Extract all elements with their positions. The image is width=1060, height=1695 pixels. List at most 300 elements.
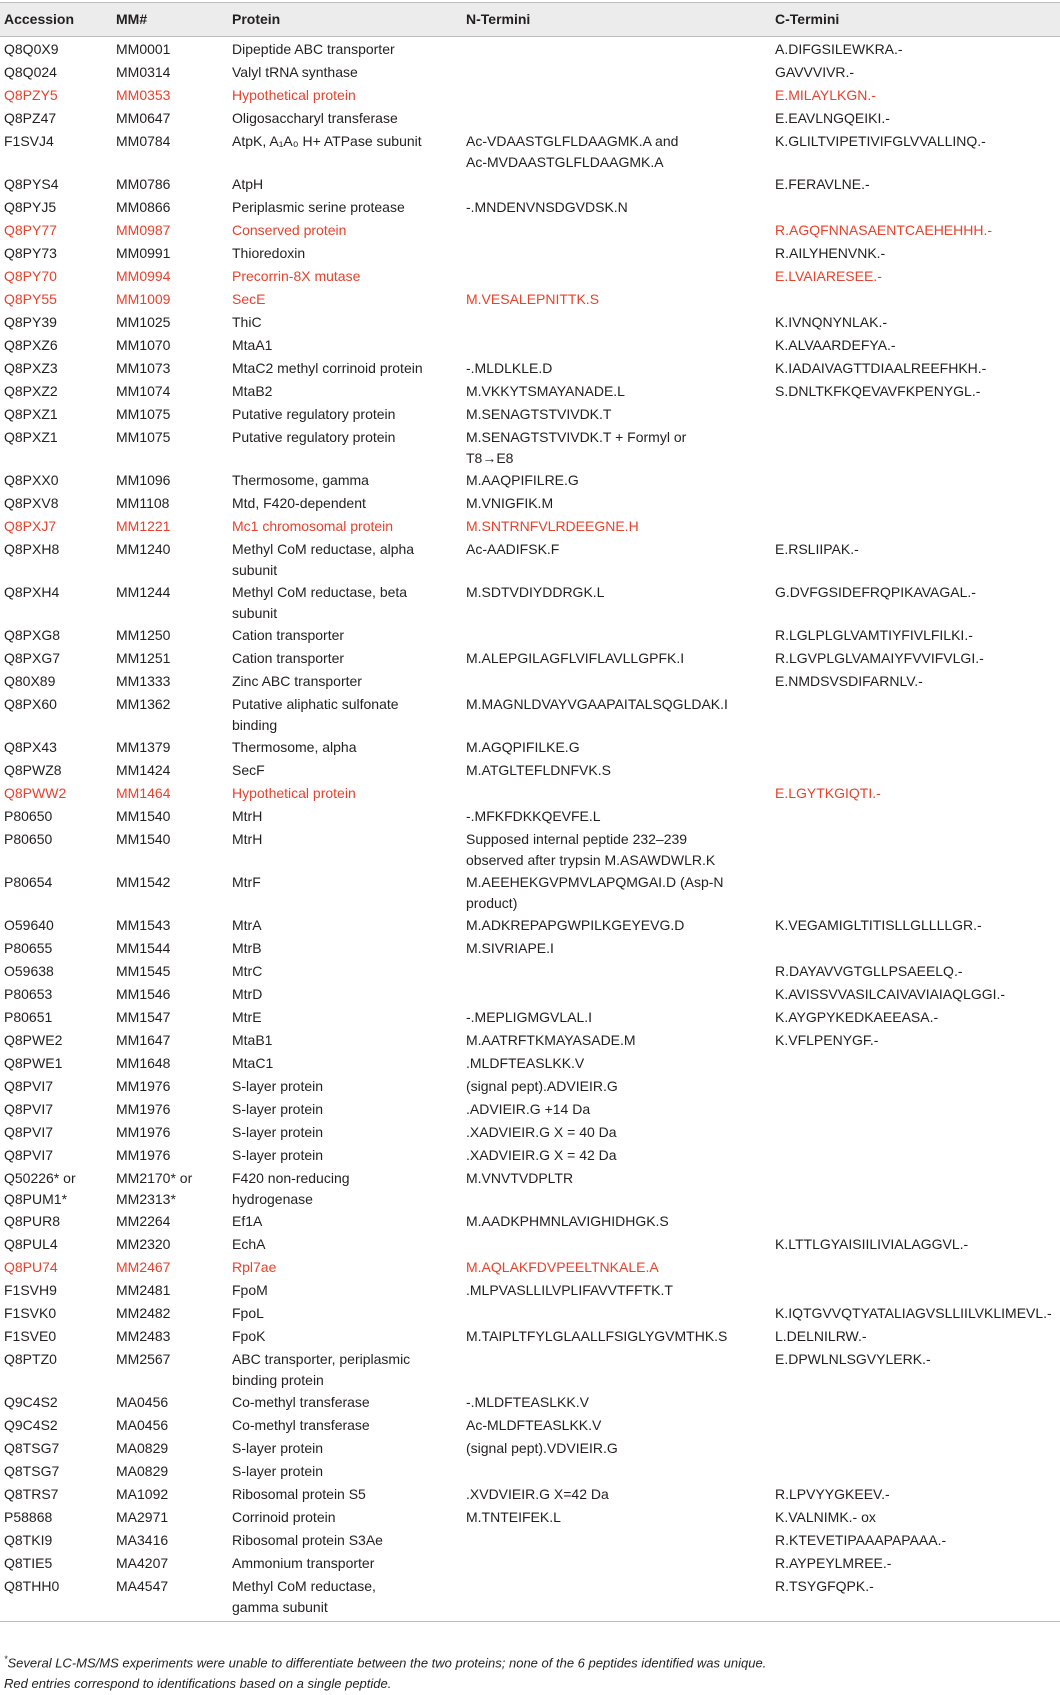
- cell-protein: MtaC2 methyl corrinoid protein: [232, 360, 423, 376]
- table-row: [0, 669, 1060, 692]
- table-row: [0, 129, 1060, 172]
- cell-n-termini: [462, 60, 771, 83]
- cell-c-termini: R.KTEVETIPAAAPAPAAA.-: [775, 1532, 947, 1548]
- cell-c-termini: R.DAYAVVGTGLLPSAEELQ.-: [775, 963, 963, 979]
- cell-c-termini: R.AILYHENVNK.-: [775, 245, 886, 261]
- cell-accession: P58868: [4, 1509, 53, 1525]
- cell-c-termini: [771, 692, 1060, 735]
- table-row: [0, 1574, 1060, 1622]
- cell-accession: O59638: [4, 963, 54, 979]
- cell-accession: F1SVK0: [4, 1305, 57, 1321]
- table-row: [0, 1347, 1060, 1390]
- cell-c-termini: [771, 1097, 1060, 1120]
- cell-mm: MA0829: [116, 1440, 169, 1456]
- cell-accession: Q8PXG8: [4, 627, 61, 643]
- cell-protein: Mc1 chromosomal protein: [232, 518, 394, 534]
- cell-c-termini: K.IADAIVAGTTDIAALREEFHKH.-: [775, 360, 987, 376]
- cell-accession: O59640: [4, 917, 54, 933]
- cell-c-termini: [771, 287, 1060, 310]
- cell-c-termini: R.LGVPLGLVAMAIYFVVIFVLGI.-: [775, 650, 984, 666]
- cell-accession: Q8PXV8: [4, 495, 59, 511]
- cell-c-termini: K.IQTGVVQTYATALIAGVSLLIILVKLIMEVL.-: [775, 1305, 1052, 1321]
- cell-n-termini: [462, 959, 771, 982]
- cell-c-termini: E.EAVLNGQEIKI.-: [775, 110, 890, 126]
- cell-n-termini: .ADVIEIR.G +14 Da: [466, 1101, 591, 1117]
- cell-mm: MM1025: [116, 314, 171, 330]
- cell-c-termini: [771, 1413, 1060, 1436]
- cell-protein: Thermosome, alpha: [232, 739, 357, 755]
- cell-c-termini: [771, 1120, 1060, 1143]
- cell-mm: MM1976: [116, 1078, 171, 1094]
- cell-protein: MtaB2: [232, 383, 273, 399]
- cell-accession: Q8PYS4: [4, 176, 59, 192]
- table-row: [0, 982, 1060, 1005]
- table-row: [0, 1278, 1060, 1301]
- table-row: [0, 758, 1060, 781]
- cell-n-termini: [462, 1232, 771, 1255]
- table-row: [0, 1028, 1060, 1051]
- cell-mm: MM1073: [116, 360, 171, 376]
- table-row: [0, 1505, 1060, 1528]
- table-row: [0, 60, 1060, 83]
- cell-protein: Dipeptide ABC transporter: [232, 41, 395, 57]
- cell-n-termini: [462, 1459, 771, 1482]
- table-row: [0, 1301, 1060, 1324]
- cell-n-termini: .XVDVIEIR.G X=42 Da: [466, 1486, 609, 1502]
- cell-protein: Putative aliphatic sulfonate binding: [232, 696, 399, 733]
- cell-protein: S-layer protein: [232, 1440, 324, 1456]
- cell-mm: MM0991: [116, 245, 171, 261]
- cell-protein: Putative regulatory protein: [232, 406, 396, 422]
- cell-c-termini: K.IVNQNYNLAK.-: [775, 314, 888, 330]
- cell-accession: Q8THH0: [0, 1574, 112, 1622]
- cell-mm: MA4547: [112, 1574, 228, 1622]
- cell-protein: EchA: [232, 1236, 266, 1252]
- cell-protein: AtpH: [232, 176, 264, 192]
- cell-n-termini: [462, 333, 771, 356]
- table-row: [0, 913, 1060, 936]
- cell-mm: MM1542: [116, 874, 171, 890]
- cell-accession: Q8PXH4: [4, 584, 60, 600]
- table-row: [0, 106, 1060, 129]
- table-row: [0, 1528, 1060, 1551]
- cell-accession: Q8PWZ8: [4, 762, 62, 778]
- cell-protein: S-layer protein: [232, 1147, 324, 1163]
- cell-protein: MtaC1: [232, 1055, 274, 1071]
- cell-n-termini: [462, 310, 771, 333]
- cell-n-termini: M.AQLAKFDVPEELTNKALE.A: [466, 1259, 659, 1275]
- cell-c-termini: [771, 1459, 1060, 1482]
- cell-protein: Periplasmic serine protease: [232, 199, 405, 215]
- cell-n-termini: [462, 241, 771, 264]
- table-header: [0, 3, 1060, 37]
- cell-mm: MM0001: [116, 41, 171, 57]
- table-row: [0, 1436, 1060, 1459]
- cell-n-termini: M.MAGNLDVAYVGAAPAITALSQGLDAK.I: [466, 696, 728, 712]
- cell-c-termini: E.FERAVLNE.-: [775, 176, 870, 192]
- cell-protein: Ammonium transporter: [232, 1555, 375, 1571]
- table-row: [0, 959, 1060, 982]
- cell-protein: MtrF: [232, 874, 261, 890]
- cell-accession: Q8PY55: [4, 291, 57, 307]
- cell-c-termini: K.VALNIMK.- ox: [775, 1509, 876, 1525]
- cell-c-termini: K.AYGPYKEDKAEEASA.-: [775, 1009, 939, 1025]
- table-row: [0, 1166, 1060, 1209]
- cell-c-termini: [771, 1074, 1060, 1097]
- cell-accession: Q8PZY5: [4, 87, 58, 103]
- cell-n-termini: [462, 264, 771, 287]
- table-notes: [4, 1649, 766, 1694]
- cell-mm: MA3416: [116, 1532, 169, 1548]
- cell-mm: MM2264: [116, 1213, 171, 1229]
- cell-protein: S-layer protein: [232, 1101, 324, 1117]
- cell-n-termini: (signal pept).VDVIEIR.G: [466, 1440, 618, 1456]
- cell-mm: MM1240: [116, 541, 171, 557]
- cell-c-termini: K.LTTLGYAISIILIVIALAGGVL.-: [775, 1236, 969, 1252]
- table-row: [0, 1005, 1060, 1028]
- cell-protein: Thioredoxin: [232, 245, 306, 261]
- cell-protein: FpoL: [232, 1305, 264, 1321]
- red-entries-note: Red entries correspond to identifications based on a single peptide.: [4, 1676, 392, 1692]
- cell-protein: MtrE: [232, 1009, 262, 1025]
- cell-n-termini: M.SENAGTSTVIVDK.T + Formyl or T8→E8: [466, 429, 687, 466]
- cell-accession: Q8PX60: [4, 696, 57, 712]
- cell-n-termini: Ac-AADIFSK.F: [466, 541, 560, 557]
- cell-n-termini: .MLPVASLLILVPLIFAVVTFFTK.T: [466, 1282, 673, 1298]
- cell-accession: F1SVH9: [4, 1282, 57, 1298]
- cell-protein: MtrD: [232, 986, 263, 1002]
- cell-protein: Oligosaccharyl transferase: [232, 110, 398, 126]
- cell-mm: MM1543: [116, 917, 171, 933]
- cell-n-termini: M.AADKPHMNLAVIGHIDHGK.S: [466, 1213, 669, 1229]
- table-row: [0, 580, 1060, 623]
- cell-accession: F1SVE0: [4, 1328, 57, 1344]
- cell-mm: MM1075: [116, 429, 171, 445]
- table-row: [0, 287, 1060, 310]
- cell-c-termini: [771, 758, 1060, 781]
- cell-n-termini: M.SNTRNFVLRDEEGNE.H: [466, 518, 639, 534]
- cell-protein: S-layer protein: [232, 1463, 324, 1479]
- table-row: [0, 1255, 1060, 1278]
- cell-protein: ABC transporter, periplasmic binding protein: [232, 1351, 411, 1388]
- cell-mm: MA0829: [116, 1463, 169, 1479]
- cell-protein: Zinc ABC transporter: [232, 673, 362, 689]
- cell-accession: P80654: [4, 874, 53, 890]
- cell-n-termini: [462, 781, 771, 804]
- table-row: [0, 1209, 1060, 1232]
- cell-accession: Q8PY77: [4, 222, 57, 238]
- cell-accession: Q8PVI7: [4, 1147, 54, 1163]
- cell-mm: MA0456: [116, 1417, 169, 1433]
- cell-protein: AtpK, A₁A₀ H+ ATPase subunit: [232, 133, 422, 149]
- cell-protein: Hypothetical protein: [232, 785, 356, 801]
- cell-mm: MM1075: [116, 406, 171, 422]
- cell-accession: Q9C4S2: [4, 1417, 58, 1433]
- cell-n-termini: M.TNTEIFEK.L: [466, 1509, 561, 1525]
- table-row: [0, 218, 1060, 241]
- cell-n-termini: M.ATGLTEFLDNFVK.S: [466, 762, 611, 778]
- cell-mm: MA4207: [116, 1555, 169, 1571]
- cell-mm: MM1547: [116, 1009, 171, 1025]
- cell-accession: Q8PVI7: [4, 1124, 54, 1140]
- cell-mm: MM0784: [116, 133, 171, 149]
- cell-c-termini: [771, 1166, 1060, 1209]
- cell-accession: Q8PVI7: [4, 1101, 54, 1117]
- cell-n-termini: -.MLDLKLE.D: [466, 360, 553, 376]
- cell-c-termini: [771, 1051, 1060, 1074]
- cell-c-termini: E.DPWLNLSGVYLERK.-: [775, 1351, 931, 1367]
- table-row: [0, 827, 1060, 870]
- table-body: [0, 37, 1060, 1622]
- cell-c-termini: E.LGYTKGIQTI.-: [775, 785, 881, 801]
- table-row: [0, 379, 1060, 402]
- cell-c-termini: [771, 936, 1060, 959]
- table-row: [0, 1551, 1060, 1574]
- cell-mm: MM2170* or MM2313*: [116, 1170, 193, 1207]
- cell-n-termini: M.VNIGFIK.M: [466, 495, 554, 511]
- cell-accession: Q8PX43: [4, 739, 57, 755]
- cell-n-termini: [462, 172, 771, 195]
- cell-c-termini: [771, 1278, 1060, 1301]
- cell-n-termini: [462, 218, 771, 241]
- cell-c-termini: GAVVVIVR.-: [775, 64, 855, 80]
- cell-mm: MM1333: [116, 673, 171, 689]
- table-row: [0, 646, 1060, 669]
- cell-c-termini: [771, 1209, 1060, 1232]
- cell-protein: Mtd, F420-dependent: [232, 495, 366, 511]
- table-row: [0, 1097, 1060, 1120]
- cell-protein: Thermosome, gamma: [232, 472, 369, 488]
- cell-n-termini: (signal pept).ADVIEIR.G: [466, 1078, 618, 1094]
- cell-n-termini: [462, 1301, 771, 1324]
- table-row: [0, 804, 1060, 827]
- cell-c-termini: L.DELNILRW.-: [775, 1328, 867, 1344]
- cell-mm: MM1648: [116, 1055, 171, 1071]
- cell-protein: FpoM: [232, 1282, 268, 1298]
- cell-accession: Q50226* or Q8PUM1*: [4, 1170, 76, 1207]
- cell-n-termini: Ac-MLDFTEASLKK.V: [466, 1417, 602, 1433]
- cell-protein: SecE: [232, 291, 266, 307]
- table-row: [0, 83, 1060, 106]
- cell-accession: P80651: [4, 1009, 53, 1025]
- cell-accession: Q8TKI9: [4, 1532, 53, 1548]
- cell-c-termini: K.VFLPENYGF.-: [775, 1032, 879, 1048]
- cell-mm: MM1546: [116, 986, 171, 1002]
- cell-protein: Methyl CoM reductase, gamma subunit: [228, 1574, 462, 1622]
- cell-mm: MM1009: [116, 291, 171, 307]
- cell-n-termini: .MLDFTEASLKK.V: [466, 1055, 585, 1071]
- cell-accession: Q8PXZ6: [4, 337, 58, 353]
- cell-n-termini: [462, 1551, 771, 1574]
- cell-accession: P80655: [4, 940, 53, 956]
- table-row: [0, 491, 1060, 514]
- cell-accession: Q8PXG7: [4, 650, 61, 666]
- table-row: [0, 264, 1060, 287]
- cell-mm: MM0314: [116, 64, 171, 80]
- cell-mm: MM0786: [116, 176, 171, 192]
- table-row: [0, 1143, 1060, 1166]
- header-mm: MM#: [112, 3, 228, 37]
- cell-protein: SecF: [232, 762, 265, 778]
- cell-accession: P80650: [4, 808, 53, 824]
- table-row: [0, 425, 1060, 468]
- cell-n-termini: M.VKKYTSMAYANADE.L: [466, 383, 625, 399]
- cell-n-termini: [462, 982, 771, 1005]
- cell-accession: Q8PUR8: [4, 1213, 61, 1229]
- table-row: [0, 870, 1060, 913]
- cell-protein: Cation transporter: [232, 627, 345, 643]
- cell-accession: Q9C4S2: [4, 1394, 58, 1410]
- cell-n-termini: M.AATRFTKMAYASADE.M: [466, 1032, 636, 1048]
- table-row: [0, 1482, 1060, 1505]
- cell-protein: MtrA: [232, 917, 262, 933]
- cell-mm: MM1976: [116, 1101, 171, 1117]
- table-row: [0, 1232, 1060, 1255]
- cell-c-termini: K.AVISSVVASILCAIVAVIAIAQLGGI.-: [775, 986, 1006, 1002]
- cell-c-termini: R.LGLPLGLVAMTIYFIVLFILKI.-: [775, 627, 973, 643]
- table-row: [0, 172, 1060, 195]
- cell-mm: MM1379: [116, 739, 171, 755]
- cell-mm: MM2483: [116, 1328, 171, 1344]
- cell-protein: MtrH: [232, 831, 263, 847]
- table-row: [0, 333, 1060, 356]
- cell-accession: Q8TIE5: [4, 1555, 53, 1571]
- table-row: [0, 1051, 1060, 1074]
- cell-n-termini: [462, 1347, 771, 1390]
- cell-mm: MM1976: [116, 1124, 171, 1140]
- cell-mm: MM1540: [116, 808, 171, 824]
- cell-accession: P80650: [4, 831, 53, 847]
- table-row: [0, 37, 1060, 61]
- table-row: [0, 1324, 1060, 1347]
- cell-n-termini: M.AGQPIFILKE.G: [466, 739, 580, 755]
- cell-mm: MM1096: [116, 472, 171, 488]
- table-row: [0, 623, 1060, 646]
- footnote-marker: *: [4, 1654, 8, 1664]
- table-row: [0, 692, 1060, 735]
- cell-c-termini: [771, 514, 1060, 537]
- table-row: [0, 1120, 1060, 1143]
- cell-mm: MM1362: [116, 696, 171, 712]
- cell-accession: Q8PXJ7: [4, 518, 57, 534]
- cell-mm: MM1540: [116, 831, 171, 847]
- cell-protein: MtaB1: [232, 1032, 273, 1048]
- cell-n-termini: M.VESALEPNITTK.S: [466, 291, 600, 307]
- cell-mm: MM0987: [116, 222, 171, 238]
- cell-accession: Q8TSG7: [4, 1463, 60, 1479]
- cell-accession: Q8PY39: [4, 314, 57, 330]
- cell-accession: Q8PWW2: [4, 785, 67, 801]
- cell-accession: Q8Q0X9: [4, 41, 59, 57]
- cell-mm: MM2482: [116, 1305, 171, 1321]
- cell-n-termini: M.SDTVDIYDDRGK.L: [466, 584, 605, 600]
- cell-accession: Q8PXH8: [4, 541, 60, 557]
- cell-protein: Precorrin-8X mutase: [232, 268, 361, 284]
- cell-mm: MM0866: [116, 199, 171, 215]
- table-row: [0, 1413, 1060, 1436]
- table-row: [0, 195, 1060, 218]
- cell-accession: Q8PXZ1: [4, 406, 58, 422]
- table-row: [0, 310, 1060, 333]
- cell-mm: MM1464: [116, 785, 171, 801]
- cell-n-termini: Supposed internal peptide 232–239 observed after trypsin M.ASAWDWLR.K: [466, 831, 716, 868]
- cell-accession: Q8PVI7: [4, 1078, 54, 1094]
- cell-c-termini: E.LVAIARESEE.-: [775, 268, 882, 284]
- cell-accession: Q8PY73: [4, 245, 57, 261]
- table-row: [0, 241, 1060, 264]
- cell-n-termini: M.AAQPIFILRE.G: [466, 472, 579, 488]
- cell-protein: S-layer protein: [232, 1124, 324, 1140]
- cell-protein: ThiC: [232, 314, 262, 330]
- header-c-termini: C-Termini: [771, 3, 1060, 37]
- footnote: [4, 1649, 766, 1673]
- cell-mm: MM1545: [116, 963, 171, 979]
- header-protein: Protein: [228, 3, 462, 37]
- termini-table: [0, 2, 1060, 1622]
- cell-c-termini: E.NMDSVSDIFARNLV.-: [775, 673, 923, 689]
- cell-n-termini: [462, 83, 771, 106]
- cell-mm: MM1108: [116, 495, 170, 511]
- cell-n-termini: [462, 106, 771, 129]
- cell-protein: FpoK: [232, 1328, 266, 1344]
- cell-mm: MA0456: [116, 1394, 169, 1410]
- cell-protein: MtrC: [232, 963, 263, 979]
- cell-mm: MM1070: [116, 337, 171, 353]
- cell-protein: Conserved protein: [232, 222, 347, 238]
- cell-c-termini: A.DIFGSILEWKRA.-: [775, 41, 903, 57]
- cell-n-termini: -.MEPLIGMGVLAL.I: [466, 1009, 593, 1025]
- table-row: [0, 537, 1060, 580]
- cell-protein: Putative regulatory protein: [232, 429, 396, 445]
- cell-accession: Q8PTZ0: [4, 1351, 57, 1367]
- cell-n-termini: M.ADKREPAPGWPILKGEYEVG.D: [466, 917, 685, 933]
- cell-mm: MM1647: [116, 1032, 171, 1048]
- footnote-text: Several LC-MS/MS experiments were unable to differentiate between the two proteins; none of the 6 peptides identified was unique.: [7, 1655, 767, 1671]
- cell-mm: MM0994: [116, 268, 171, 284]
- cell-protein: Corrinoid protein: [232, 1509, 336, 1525]
- cell-c-termini: [771, 425, 1060, 468]
- cell-accession: Q8PWE2: [4, 1032, 63, 1048]
- cell-accession: Q8PU74: [4, 1259, 58, 1275]
- cell-mm: MA2971: [116, 1509, 169, 1525]
- cell-n-termini: M.SIVRIAPE.I: [466, 940, 554, 956]
- cell-c-termini: R.AGQFNNASAENTCAEHEHHH.-: [775, 222, 993, 238]
- cell-n-termini: [462, 1574, 771, 1622]
- cell-c-termini: [771, 1255, 1060, 1278]
- cell-protein: S-layer protein: [232, 1078, 324, 1094]
- cell-c-termini: [771, 1390, 1060, 1413]
- cell-protein: MtaA1: [232, 337, 273, 353]
- cell-c-termini: [771, 870, 1060, 913]
- cell-protein: Co-methyl transferase: [232, 1417, 370, 1433]
- cell-mm: MM1424: [116, 762, 171, 778]
- cell-mm: MM1074: [116, 383, 171, 399]
- cell-protein: MtrB: [232, 940, 262, 956]
- cell-protein: F420 non-reducing hydrogenase: [232, 1170, 350, 1207]
- cell-c-termini: [771, 491, 1060, 514]
- table-row: [0, 468, 1060, 491]
- cell-protein: Cation transporter: [232, 650, 345, 666]
- cell-n-termini: [462, 1528, 771, 1551]
- cell-accession: Q8PXZ2: [4, 383, 58, 399]
- table-row: [0, 514, 1060, 537]
- cell-c-termini: K.GLILTVIPETIVIFGLVVALLINQ.-: [775, 133, 986, 149]
- header-n-termini: N-Termini: [462, 3, 771, 37]
- cell-n-termini: M.SENAGTSTVIVDK.T: [466, 406, 612, 422]
- cell-accession: Q8PXX0: [4, 472, 59, 488]
- cell-accession: Q8TSG7: [4, 1440, 60, 1456]
- cell-c-termini: K.VEGAMIGLTITISLLGLLLLGR.-: [775, 917, 982, 933]
